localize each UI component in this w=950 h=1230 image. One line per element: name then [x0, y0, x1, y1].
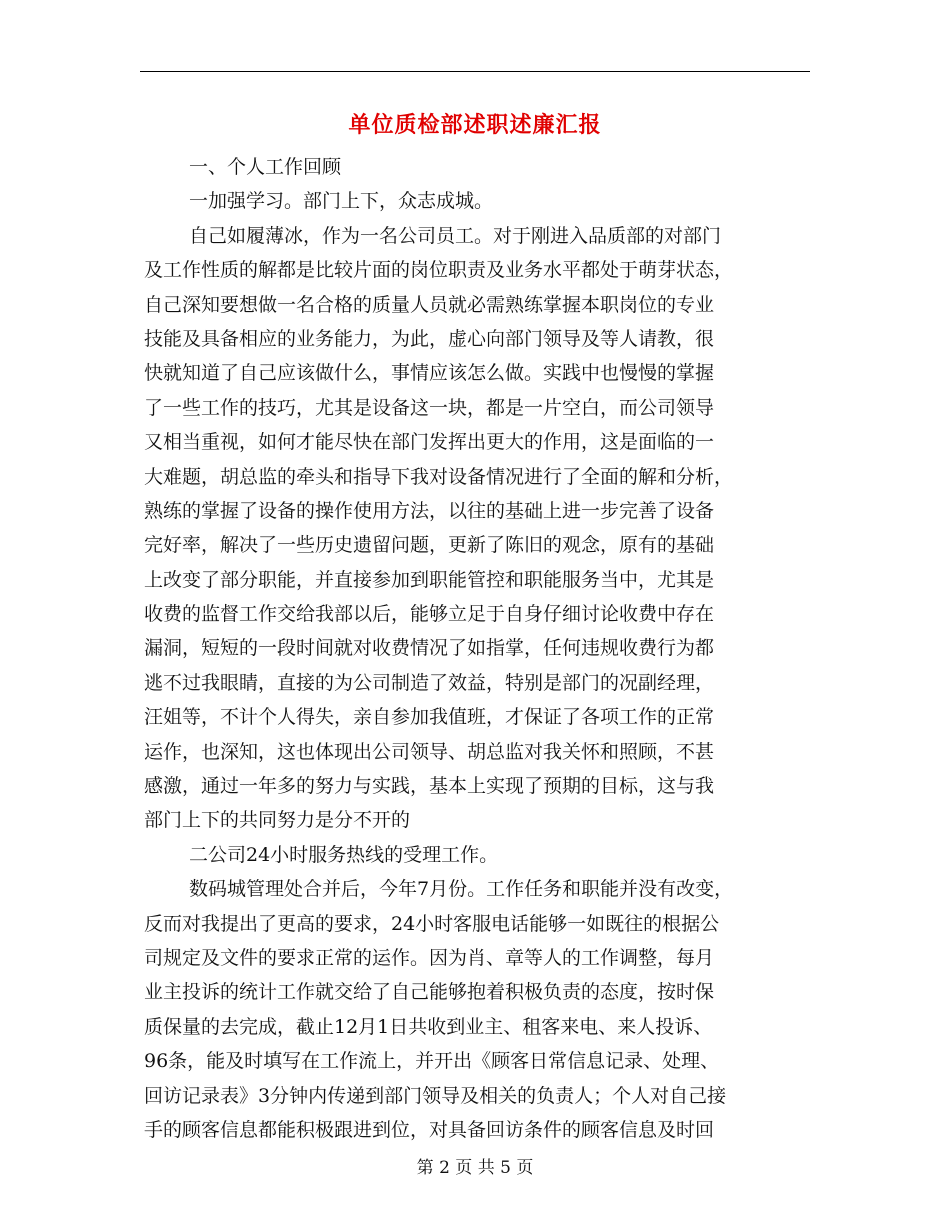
paragraph-line: 一、个人工作回顾	[189, 156, 342, 178]
paragraph-line: 汪姐等，不计个人得失，亲自参加我值班，才保证了各项工作的正常	[144, 706, 715, 729]
page-footer: 第 2 页 共 5 页	[416, 1158, 534, 1178]
paragraph-line: 完好率，解决了一些历史遗留问题，更新了陈旧的观念，原有的基础	[144, 534, 715, 557]
paragraph-line: 反而对我提出了更高的要求，24小时客服电话能够一如既往的根据公	[144, 912, 720, 935]
paragraph-line: 部门上下的共同努力是分不开的	[144, 809, 411, 832]
paragraph-line: 上改变了部分职能，并直接参加到职能管控和职能服务当中，尤其是	[144, 568, 715, 591]
paragraph-line: 了一些工作的技巧，尤其是设备这一块，都是一片空白，而公司领导	[144, 396, 715, 419]
header-rule	[140, 71, 810, 72]
paragraph-line: 96条，能及时填写在工作流上，并开出《顾客日常信息记录、处理、	[144, 1050, 720, 1073]
paragraph-line: 手的顾客信息都能积极跟进到位，对具备回访条件的顾客信息及时回	[144, 1118, 715, 1141]
paragraph-line: 快就知道了自己应该做什么，事情应该怎么做。实践中也慢慢的掌握	[144, 362, 715, 385]
paragraph-line: 及工作性质的解都是比较片面的岗位职责及业务水平都处于萌芽状态，	[144, 259, 734, 282]
paragraph-line: 大难题，胡总监的牵头和指导下我对设备情况进行了全面的解和分析，	[144, 465, 734, 488]
paragraph-line: 逃不过我眼睛，直接的为公司制造了效益，特别是部门的况副经理，	[144, 671, 715, 694]
paragraph-line: 收费的监督工作交给我部以后，能够立足于自身仔细讨论收费中存在	[144, 603, 715, 626]
document-body	[144, 150, 806, 1147]
paragraph-line: 业主投诉的统计工作就交给了自己能够抱着积极负责的态度，按时保	[144, 981, 715, 1004]
paragraph-line: 回访记录表》3分钟内传递到部门领导及相关的负责人；个人对自己接	[144, 1084, 727, 1107]
paragraph-line: 一加强学习。部门上下，众志成城。	[189, 190, 494, 213]
paragraph-line: 运作，也深知，这也体现出公司领导、胡总监对我关怀和照顾，不甚	[144, 740, 715, 763]
paragraph-line: 二公司24小时服务热线的受理工作。	[189, 843, 499, 866]
paragraph-line: 自己如履薄冰，作为一名公司员工。对于刚进入品质部的对部门	[189, 224, 722, 247]
paragraph-line: 感激，通过一年多的努力与实践，基本上实现了预期的目标，这与我	[144, 775, 715, 798]
paragraph-line: 又相当重视，如何才能尽快在部门发挥出更大的作用，这是面临的一	[144, 431, 715, 454]
paragraph-line: 司规定及文件的要求正常的运作。因为肖、章等人的工作调整，每月	[144, 946, 715, 969]
paragraph-line: 技能及具备相应的业务能力，为此，虚心向部门领导及等人请教，很	[144, 327, 715, 350]
paragraph-line: 熟练的掌握了设备的操作使用方法，以往的基础上进一步完善了设备	[144, 499, 715, 522]
paragraph-line: 质保量的去完成，截止12月1日共收到业主、租客来电、来人投诉、	[144, 1015, 713, 1038]
document-title: 单位质检部述职述廉汇报	[348, 113, 602, 138]
paragraph-line: 自己深知要想做一名合格的质量人员就必需熟练掌握本职岗位的专业	[144, 293, 715, 316]
paragraph-line: 数码城管理处合并后，今年7月份。工作任务和职能并没有改变，	[189, 878, 734, 901]
paragraph-line: 漏洞，短短的一段时间就对收费情况了如指掌，任何违规收费行为都	[144, 637, 715, 660]
